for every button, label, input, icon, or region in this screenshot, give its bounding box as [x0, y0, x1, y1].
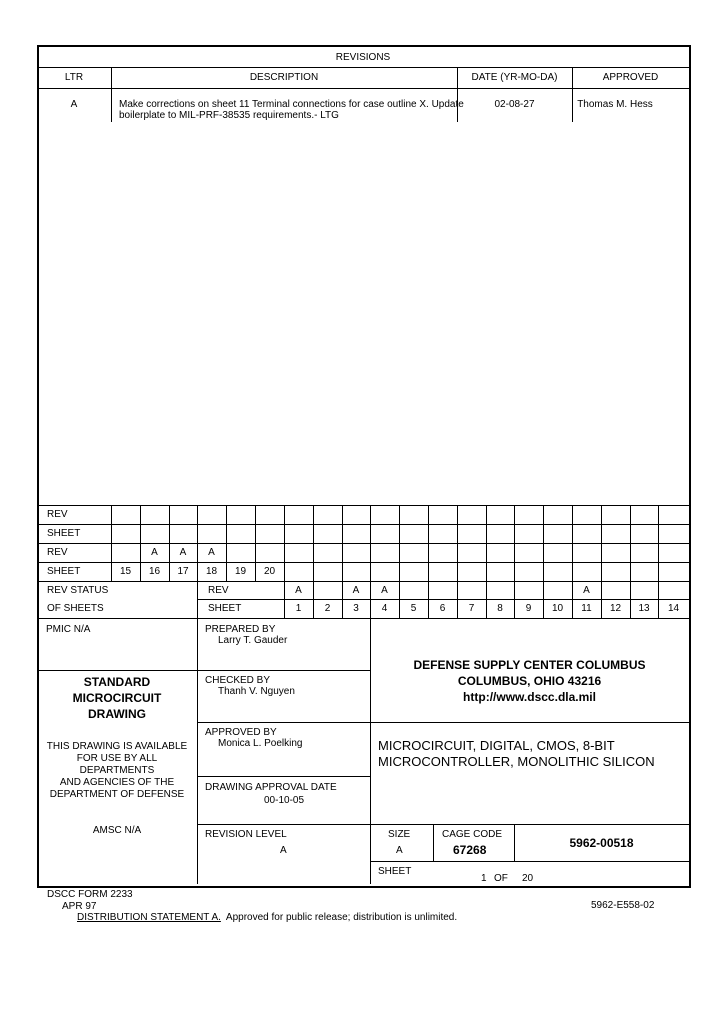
- rule: [197, 670, 370, 671]
- agency-address: COLUMBUS, OHIO 43216: [457, 674, 602, 688]
- rule: [197, 599, 689, 600]
- status-sheet-label: SHEET: [208, 603, 242, 614]
- drawing-title-line1: MICROCIRCUIT, DIGITAL, CMOS, 8-BIT: [378, 738, 615, 753]
- rule: [630, 505, 631, 618]
- rule: [37, 88, 689, 89]
- sheet-row-label: SHEET: [47, 566, 81, 577]
- rule: [428, 505, 429, 618]
- revision-date: 02-08-27: [494, 99, 535, 110]
- status-sheet-cell: 1: [295, 603, 302, 614]
- document-code: 5962-E558-02: [591, 900, 655, 911]
- revision-level: A: [280, 845, 287, 856]
- cage-code-label: CAGE CODE: [442, 829, 503, 840]
- drawing-title-line2: MICROCONTROLLER, MONOLITHIC SILICON: [378, 754, 655, 769]
- rule: [197, 618, 198, 884]
- rule: [37, 562, 689, 563]
- status-rev-cell: A: [352, 585, 360, 596]
- status-sheet-cell: 6: [439, 603, 446, 614]
- status-sheet-cell: 10: [551, 603, 564, 614]
- rule: [37, 505, 689, 506]
- approved-by-name: Monica L. Poelking: [218, 738, 303, 749]
- status-sheet-cell: 3: [353, 603, 359, 614]
- rev-cell: A: [151, 547, 158, 558]
- rev-status-label: REV STATUS: [47, 585, 109, 596]
- status-sheet-cell: 12: [609, 603, 622, 614]
- status-rev-cell: A: [583, 585, 590, 596]
- rule: [457, 505, 458, 618]
- rule: [197, 824, 689, 825]
- distribution-label: DISTRIBUTION STATEMENT A.: [77, 912, 221, 923]
- standard-title-line2: MICROCIRCUIT: [72, 691, 162, 705]
- of-label: OF: [494, 873, 508, 884]
- availability-line3: DEPARTMENTS: [79, 765, 155, 776]
- status-sheet-cell: 2: [324, 603, 331, 614]
- rule: [399, 505, 400, 618]
- revision-ltr: A: [70, 99, 78, 110]
- approval-date-label: DRAWING APPROVAL DATE: [205, 782, 337, 793]
- rule: [197, 722, 689, 723]
- status-sheet-cell: 14: [667, 603, 680, 614]
- revision-approver: Thomas M. Hess: [577, 99, 653, 110]
- availability-line4: AND AGENCIES OF THE: [59, 777, 175, 788]
- rule: [37, 543, 689, 544]
- revision-level-label: REVISION LEVEL: [205, 829, 287, 840]
- approved-header: APPROVED: [602, 72, 659, 83]
- of-sheets-label: OF SHEETS: [47, 603, 104, 614]
- availability-line1: THIS DRAWING IS AVAILABLE: [46, 741, 188, 752]
- revision-description-line2: boilerplate to MIL-PRF-38535 requirements.- LTG: [119, 110, 339, 121]
- rule: [197, 505, 198, 618]
- sheet-cell: 16: [148, 566, 161, 577]
- status-sheet-cell: 13: [638, 603, 650, 614]
- rev-row-label: REV: [47, 547, 68, 558]
- rule: [370, 861, 689, 862]
- status-rev-cell: A: [295, 585, 302, 596]
- cage-code: 67268: [453, 843, 487, 857]
- prepared-by-name: Larry T. Gauder: [218, 635, 288, 646]
- rule: [543, 505, 544, 618]
- pmic-label: PMIC N/A: [46, 624, 91, 635]
- rule: [370, 505, 371, 618]
- rule: [514, 505, 515, 618]
- sheet-cell: 20: [263, 566, 276, 577]
- distribution-statement: [77, 912, 457, 924]
- rule: [197, 776, 370, 777]
- availability-line5: DEPARTMENT OF DEFENSE: [49, 789, 185, 800]
- sheet-label: SHEET: [378, 866, 412, 877]
- rev-cell: A: [208, 547, 215, 558]
- status-rev-label: REV: [208, 585, 229, 596]
- standard-title-line1: STANDARD: [83, 675, 151, 689]
- availability-line2: FOR USE BY ALL: [76, 753, 158, 764]
- revision-description-line1: Make corrections on sheet 11 Terminal connections for case outline X. Update: [119, 99, 464, 110]
- description-header: DESCRIPTION: [249, 72, 319, 83]
- form-number: DSCC FORM 2233: [47, 889, 133, 900]
- sheet-row-label: SHEET: [47, 528, 81, 539]
- rule: [658, 505, 659, 618]
- rule: [342, 505, 343, 618]
- sheet-cell: 15: [119, 566, 132, 577]
- rule: [37, 670, 197, 671]
- rev-cell: A: [179, 547, 187, 558]
- approval-date: 00-10-05: [264, 795, 305, 806]
- rule: [601, 505, 602, 618]
- status-rev-cell: A: [381, 585, 388, 596]
- standard-title-line3: DRAWING: [88, 707, 146, 721]
- sheet-cell: 17: [177, 566, 189, 577]
- ltr-header: LTR: [64, 72, 84, 83]
- status-sheet-cell: 9: [525, 603, 532, 614]
- status-sheet-cell: 8: [497, 603, 503, 614]
- distribution-text: Approved for public release; distribution is unlimited.: [220, 912, 458, 923]
- rev-row-label: REV: [47, 509, 68, 520]
- status-sheet-cell: 4: [381, 603, 388, 614]
- rule: [37, 618, 689, 619]
- size-label: SIZE: [388, 829, 411, 840]
- rule: [313, 505, 314, 618]
- status-sheet-cell: 5: [410, 603, 417, 614]
- rule: [486, 505, 487, 618]
- rule: [37, 524, 689, 525]
- drawing-number: 5962-00518: [569, 836, 634, 850]
- agency-name: DEFENSE SUPPLY CENTER COLUMBUS: [413, 658, 646, 672]
- rule: [284, 505, 285, 618]
- checked-by-label: CHECKED BY: [205, 675, 271, 686]
- amsc-label: AMSC N/A: [92, 825, 142, 836]
- checked-by-name: Thanh V. Nguyen: [218, 686, 295, 697]
- approved-by-label: APPROVED BY: [205, 727, 277, 738]
- prepared-by-label: PREPARED BY: [205, 624, 276, 635]
- sheet-cell: 19: [234, 566, 247, 577]
- sheet-cell: 18: [205, 566, 218, 577]
- date-header: DATE (YR-MO-DA): [471, 72, 558, 83]
- agency-url: http://www.dscc.dla.mil: [463, 690, 596, 704]
- rule: [572, 505, 573, 618]
- rule: [37, 67, 689, 68]
- sheet-total: 20: [522, 873, 534, 884]
- rule: [433, 824, 434, 861]
- revisions-title: REVISIONS: [335, 52, 391, 63]
- rule: [37, 581, 689, 582]
- form-date: APR 97: [62, 901, 97, 912]
- size-value: A: [396, 845, 403, 856]
- sheet-number: 1: [481, 873, 487, 884]
- status-sheet-cell: 7: [468, 603, 475, 614]
- status-sheet-cell: 11: [581, 603, 592, 614]
